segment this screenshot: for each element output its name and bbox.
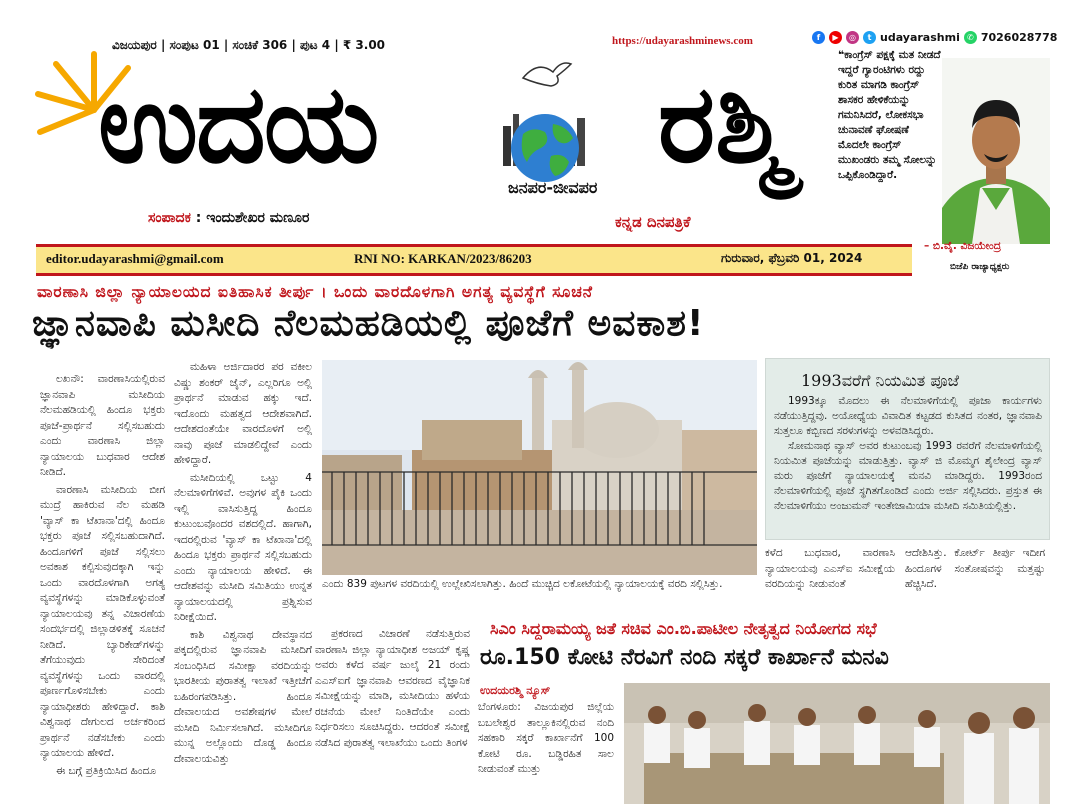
paragraph: ವಾರಣಾಸಿ ಮಸೀದಿಯ ಬೀಗ ಮುದ್ರೆ ಹಾಕಿರುವ ನೆಲ ಮಹಡಿ 'ವ್ಯಾಸ್ ಕಾ ಟೆಖಾನಾ'ದಲ್ಲಿ ಹಿಂದೂ ಭಕ್ತರು ಪೂಜೆ ಸಲ್ಲಿಸಬಹುದಾಗಿದೆ. ಹಿಂದೂಗಳಿಗೆ ಪೂಜೆ ಸಲ್ಲಿಸಲು ಅವಕಾಶ ಕಲ್ಪಿಸುವುದಕ್ಕಾಗಿ ಇನ್ನು ಒಂದು ವಾರದೊಳಗಾಗಿ ಅಗತ್ಯ ವ್ಯವಸ್ಥೆಗಳನ್ನು ಮಾಡಿಕೊಳ್ಳುವಂತೆ ನ್ಯಾಯಾಲಯವು ತನ್ನ ವಿಚಾರಣೆಯ ಸಂದರ್ಭದಲ್ಲಿ ಜಿಲ್ಲಾಡಳಿತಕ್ಕೆ ಸೂಚನೆ ನೀಡಿದೆ. ಬ್ಯಾರಿಕೇಡ್‌ಗಳನ್ನು ತೆಗೆಯುವುದು ಸೇರಿದಂತೆ ವ್ಯವಸ್ಥೆಗಳನ್ನು ಒಂದು ವಾರದಲ್ಲಿ ಪೂರ್ಣಗೊಳಿಸಬೇಕು ಎಂದು ನ್ಯಾಯಾಧೀಶರು ಹೇಳಿದ್ದಾರೆ. ಕಾಶಿ ವಿಶ್ವನಾಥ ದೇಗುಲದ ಅರ್ಚಕರಿಂದ ಪ್ರಾರ್ಥನೆ ನಡೆಸಬೇಕು ಎಂದು ನ್ಯಾಯಾಲಯ ಹೇಳಿದೆ. (40, 483, 165, 759)
whatsapp-icon[interactable]: ✆ (964, 31, 977, 44)
instagram-icon[interactable]: ◎ (846, 31, 859, 44)
paragraph: ಕಾಶಿ ವಿಶ್ವನಾಥ ದೇವಸ್ಥಾನದ ಪಕ್ಕದಲ್ಲಿರುವ ಜ್ಞಾನವಾಪಿ ಮಸೀದಿಗೆ ಸಂಬಂಧಿಸಿದ ಸಮೀಕ್ಷಾ ವರದಿಯನ್ನು ಭಾರತೀಯ ಪುರಾತತ್ವ ಇಲಾಖೆ ಇತ್ತೀಚೆಗೆ ಬಹಿರಂಗಪಡಿಸಿತ್ತು. ಹಿಂದೂ ದೇವಾಲಯದ ಅವಶೇಷಗಳ ಮೇಲೆ ಮಸೀದಿ ನಿರ್ಮಿಸಲಾಗಿದೆ. ಮಸೀದಿಗೂ ಮುನ್ನ ಅಲ್ಲೊಂದು ದೊಡ್ಡ ಹಿಂದೂ ದೇವಾಲಯವಿತ್ತು (174, 628, 312, 765)
paragraph: ಮಹಿಳಾ ಅರ್ಜಿದಾರರ ಪರ ವಕೀಲ ವಿಷ್ಣು ಶಂಕರ್ ಜೈನ್, ಎಲ್ಲರಿಗೂ ಅಲ್ಲಿ ಪ್ರಾರ್ಥನೆ ಮಾಡುವ ಹಕ್ಕು ಇದೆ. ಇದೊಂದು ಮಹತ್ವದ ಆದೇಶವಾಗಿದೆ. ಆದೇಶದಂತೆಯೇ ವಾರದೊಳಗೆ ಅಲ್ಲಿ ನಾವು ಪೂಜೆ ಮಾಡಲಿದ್ದೇವೆ ಎಂದು ಹೇಳಿದ್ದಾರೆ. (174, 361, 312, 466)
globe-dove-icon (493, 48, 598, 188)
issue-line: ವಿಜಯಪುರ | ಸಂಪುಟ 01 | ಸಂಚಿಕೆ 306 | ಪುಟ 4 | ₹ 3.00 (112, 38, 386, 52)
photo-caption: ಎಂದು 839 ಪುಟಗಳ ವರದಿಯಲ್ಲಿ ಉಲ್ಲೇಖಿಸಲಾಗಿತ್ತು. ಹಿಂದೆ ಮುಚ್ಚಿದ ಲಕೋಟೆಯಲ್ಲಿ ನ್ಯಾಯಾಲಯಕ್ಕೆ ವರದಿ ಸಲ್ಲಿಸಿತ್ತು. (322, 578, 723, 590)
sidebox-body (774, 394, 1042, 514)
quote-text: ❝ಕಾಂಗ್ರೆಸ್ ಪಕ್ಷಕ್ಕೆ ಮತ ನೀಡದೆ ಇದ್ದರೆ ಗ್ಯಾರಂಟಿಗಳು ರದ್ದು ಕುರಿತ ಮಾಗಡಿ ಕಾಂಗ್ರೆಸ್ ಶಾಸಕರ ಹೇಳಿಕೆಯನ್ನು ಗಮನಿಸಿದರೆ, ಲೋಕಸಭಾ ಚುನಾವಣೆ ಘೋಷಣೆ ಮೊದಲೇ ಕಾಂಗ್ರೆಸ್ ಮುಖಂಡರು ತಮ್ಮ ಸೋಲನ್ನು ಒಪ್ಪಿಕೊಂಡಿದ್ದಾರೆ. (838, 49, 941, 181)
byline: ಉದಯರಶ್ಮಿ ನ್ಯೂಸ್ (480, 684, 551, 697)
editor-label: ಸಂಪಾದಕ (148, 210, 191, 226)
second-story-body: ಬೆಂಗಳೂರು: ವಿಜಯಪುರ ಜಿಲ್ಲೆಯ ಬಬಲೇಶ್ವರ ತಾಲ್ಲೂಕಿನಲ್ಲಿರುವ ನಂದಿ ಸಹಕಾರಿ ಸಕ್ಕರೆ ಕಾರ್ಖಾನೆಗೆ 100 ಕೋಟಿ ರೂ. ಬಡ್ಡಿರಹಿತ ಸಾಲ ನೀಡುವಂತೆ ಮುತ್ತು (478, 701, 614, 775)
rni-number: RNI NO: KARKAN/2023/86203 (354, 251, 532, 266)
social-bar (812, 31, 1057, 44)
editor-name: : ಇಂದುಶೇಖರ ಮಣೂರ (195, 210, 310, 226)
issue-date: ಗುರುವಾರ, ಫೆಬ್ರವರಿ 01, 2024 (721, 251, 863, 265)
sidebar-box (765, 358, 1050, 540)
sidebox-title: 1993ವರೆಗೆ ನಿಯಮಿತ ಪೂಜೆ (801, 371, 959, 390)
second-story-headline: ರೂ.150 ಕೋಟಿ ನೆರವಿಗೆ ನಂದಿ ಸಕ್ಕರೆ ಕಾರ್ಖಾನೆ ಮನವಿ (480, 645, 889, 670)
twitter-icon[interactable]: t (863, 31, 876, 44)
site-url-link[interactable]: https://udayarashminews.com (612, 35, 753, 47)
phone-number: 7026028778 (980, 31, 1058, 44)
lead-column-4: ಕಳೆದ ಬುಧವಾರ, ವಾರಣಾಸಿ ನ್ಯಾಯಾಲಯವು ಎಎಸ್‌ಐ ಸಮೀಕ್ಷೆಯ ವರದಿಯನ್ನು ನೀಡುವಂತೆ (765, 547, 895, 590)
lead-headline: ಜ್ಞಾನವಾಪಿ ಮಸೀದಿ ನೆಲಮಹಡಿಯಲ್ಲಿ ಪೂಜೆಗೆ ಅವಕಾಶ! (32, 303, 705, 344)
lead-column-5: ಆದೇಶಿಸಿತ್ತು. ಕೋರ್ಟ್ ತೀರ್ಪು ಇದೀಗ ಹಿಂದೂಗಳ ಸಂತೋಷವನ್ನು ಮತ್ತಷ್ಟು ಹೆಚ್ಚಿಸಿದೆ. (905, 547, 1045, 590)
paragraph: ಮಸೀದಿಯಲ್ಲಿ ಒಟ್ಟು 4 ನೆಲಮಾಳಿಗೆಗಳಿವೆ. ಅವುಗಳ ಪೈಕಿ ಒಂದು ಇಲ್ಲಿ ವಾಸಿಸುತ್ತಿದ್ದ ಹಿಂದೂ ಕುಟುಂಬವೊಂದರ ವಶದಲ್ಲಿದೆ. ಹಾಗಾಗಿ, ಇದರಲ್ಲಿರುವ 'ವ್ಯಾಸ್ ಕಾ ಟೆಖಾನಾ'ದಲ್ಲಿ ಹಿಂದೂ ಭಕ್ತರು ಪ್ರಾರ್ಥನೆ ಸಲ್ಲಿಸಬಹುದು ಎಂದು ನ್ಯಾಯಾಲಯ ಹೇಳಿದೆ. ಈ ಆದೇಶವನ್ನು ಮಸೀದಿ ಸಮಿತಿಯು ಉನ್ನತ ನ್ಯಾಯಾಲಯದಲ್ಲಿ ಪ್ರಶ್ನಿಸುವ ನಿರೀಕ್ಷೆಯಿದೆ. (174, 471, 312, 623)
masthead-title-left: ಉದಯ (98, 62, 378, 187)
paragraph: ಸೋಮನಾಥ ವ್ಯಾಸ್ ಅವರ ಕುಟುಂಬವು 1993 ರವರೆಗೆ ನೆಲಮಾಳಿಗೆಯಲ್ಲಿ ನಿಯಮಿತ ಪೂಜೆಯನ್ನು ಮಾಡುತ್ತಿತ್ತು. ವ್ಯಾಸ್ ಜಿ ಮೊಮ್ಮಗ ಶೈಲೇಂದ್ರ ವ್ಯಾಸ್ ಮರು ಪೂಜೆಗೆ ನ್ಯಾಯಾಲಯಕ್ಕೆ ಮನವಿ ಮಾಡಿದ್ದರು. 1993ರಂದ ನೆಲಮಾಳಿಗೆಯಲ್ಲಿ ಪೂಜೆ ಸ್ಥಗಿತಗೊಂಡಿದೆ ಎಂದು ಅರ್ಜಿ ಸಲ್ಲಿಸಿದರು. ಪ್ರಸ್ತುತ ಈ ನೆಲಮಾಳಿಗೆಯು ಅಂಜುಮನ್ ಇಂತೇಜಾಮಿಯಾ ಮಸೀದಿ ಸಮಿತಿಯಲ್ಲಿತ್ತು. (774, 440, 1042, 512)
tagline: ಜನಪರ-ಜೀವಪರ (508, 178, 598, 197)
editor-line (148, 210, 309, 226)
lead-column-2 (174, 360, 312, 769)
paragraph: ಈ ಬಗ್ಗೆ ಪ್ರತಿಕ್ರಿಯಿಸಿದ ಹಿಂದೂ (56, 764, 157, 777)
gyanvapi-photo (322, 360, 757, 575)
second-story-subhead: ಸಿಎಂ ಸಿದ್ದರಾಮಯ್ಯ ಜತೆ ಸಚಿವ ಎಂ.ಬಿ.ಪಾಟೀಲ ನೇತೃತ್ವದ ನಿಯೋಗದ ಸಭೆ (490, 619, 877, 638)
lead-column-3 (315, 627, 470, 753)
youtube-icon[interactable]: ▶ (829, 31, 842, 44)
editor-email[interactable]: editor.udayarashmi@gmail.com (46, 251, 224, 266)
paragraph: ಲಖನೌ: ವಾರಣಾಸಿಯಲ್ಲಿರುವ ಜ್ಞಾನವಾಪಿ ಮಸೀದಿಯ ನೆಲಮಹಡಿಯಲ್ಲಿ ಹಿಂದೂ ಭಕ್ತರು ಪೂಜೆ-ಪ್ರಾರ್ಥನೆ ಸಲ್ಲಿಸಬಹುದು ಎಂದು ವಾರಣಾಸಿ ಜಿಲ್ಲಾ ನ್ಯಾಯಾಲಯ ಬುಧವಾರ ಆದೇಶ ನೀಡಿದೆ. (40, 373, 165, 478)
quote-role: ಬಿಜೆಪಿ ರಾಜ್ಯಾಧ್ಯಕ್ಷರು (950, 262, 1010, 272)
quote-attribution: – ಬಿ.ವೈ. ವಿಜಯೇಂದ್ರ (924, 240, 1001, 252)
social-handle: udayarashmi (880, 31, 960, 44)
daily-label: ಕನ್ನಡ ದಿನಪತ್ರಿಕೆ (615, 213, 691, 231)
paragraph: ಪ್ರಕರಣದ ವಿಚಾರಣೆ ನಡೆಸುತ್ತಿರುವ ವಾರಣಾಸಿ ಜಿಲ್ಲಾ ನ್ಯಾಯಾಧೀಶ ಅಜಯ್ ಕೃಷ್ಣ ಅವರು ಕಳೆದ ವರ್ಷ ಜುಲೈ 21 ರಂದು ಎಎಸ್‌ಐಗೆ ಜ್ಞಾನವಾಪಿ ಆವರಣದ ವೈಜ್ಞಾನಿಕ ಸಮೀಕ್ಷೆಯನ್ನು ಮಾಡಿ, ಮಸೀದಿಯು ಹಳೆಯ ರಚನೆಯ ಮೇಲೆ ನಿಂತಿದೆಯೇ ಎಂದು ನಿರ್ಧರಿಸಲು ಸೂಚಿಸಿದ್ದರು. ಆದರಂತೆ ಸಮೀಕ್ಷೆ ನಡೆಸಿದ ಪುರಾತತ್ವ ಇಲಾಖೆಯು ಒಂದು ತಿಂಗಳ (315, 628, 470, 749)
lead-kicker: ವಾರಣಾಸಿ ಜಿಲ್ಲಾ ನ್ಯಾಯಾಲಯದ ಐತಿಹಾಸಿಕ ತೀರ್ಪು । ಒಂದು ವಾರದೊಳಗಾಗಿ ಅಗತ್ಯ ವ್ಯವಸ್ಥೆಗೆ ಸೂಚನೆ (37, 283, 594, 301)
paragraph: 1993ಕ್ಕೂ ಮೊದಲು ಈ ನೆಲಮಾಳಿಗೆಯಲ್ಲಿ ಪೂಜಾ ಕಾರ್ಯಗಳು ನಡೆಯುತ್ತಿದ್ದವು. ಅಯೋಧ್ಯೆಯ ವಿವಾದಿತ ಕಟ್ಟಡದ ಕುಸಿತದ ನಂತರ, ಜ್ಞಾನವಾಪಿ ಸುತ್ತಲೂ ಕಬ್ಬಿಣದ ಸರಳುಗಳನ್ನು ಅಳವಡಿಸಿದ್ದರು. (774, 395, 1042, 437)
info-bar (36, 244, 912, 276)
portrait-photo (942, 58, 1050, 244)
lead-column-1 (40, 372, 165, 781)
masthead-title-right: ರಶ್ಮಿ (658, 62, 790, 187)
facebook-icon[interactable]: f (812, 31, 825, 44)
meeting-photo (624, 683, 1050, 804)
